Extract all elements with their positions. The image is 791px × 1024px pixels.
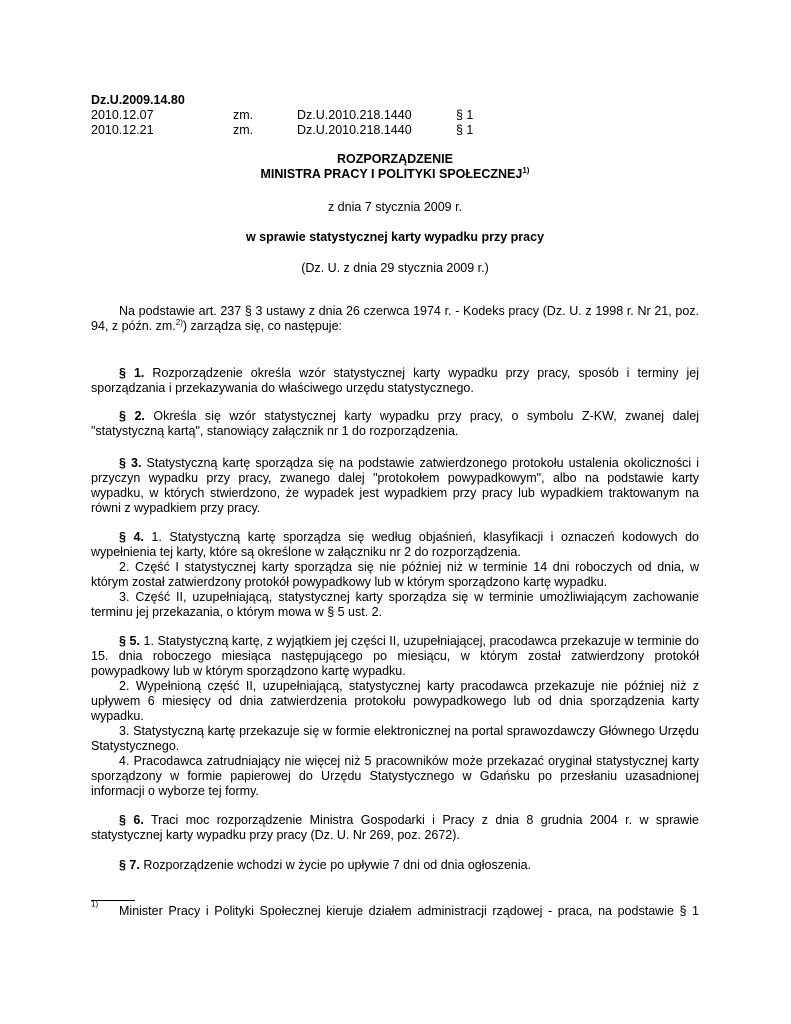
amendment-header <box>91 93 511 138</box>
doc-type-title: ROZPORZĄDZENIE <box>337 152 453 166</box>
section-paragraph: 2. Wypełnioną część II, uzupełniającą, statystycznej karty pracodawca przekazuje nie później niż z upływem 6 miesięcy od dnia zatwierdzenia protokołu powypadkowego lub od dnia sporządzenia karty wypadku. <box>91 679 699 723</box>
section-text: Rozporządzenie wchodzi w życie po upływie 7 dni od dnia ogłoszenia. <box>139 858 532 872</box>
section-7 <box>91 858 699 873</box>
doc-date: z dnia 7 stycznia 2009 r. <box>327 200 463 214</box>
amendment-row <box>91 108 511 123</box>
section-6 <box>91 813 699 843</box>
section-text: 1. Statystyczną kartę sporządza się według objaśnień, klasyfikacji i oznaczeń kodowych do wypełnienia tej karty, które są określone w załączniku nr 2 do rozporządzenia. <box>91 530 699 559</box>
amendment-type: zm. <box>233 108 254 122</box>
section-number: § 7. <box>119 858 140 872</box>
issuer-title <box>91 167 699 182</box>
amendment-paragraph: § 1 <box>456 108 474 122</box>
section-number: § 5. <box>119 634 140 648</box>
section-number: § 4. <box>119 530 144 544</box>
section-number: § 6. <box>119 813 144 827</box>
section-paragraph: 3. Część II, uzupełniającą, statystycznej karty sporządza się w terminie umożliwiającym zachowanie terminu jej przekazania, o którym mowa w § 5 ust. 2. <box>91 590 699 619</box>
section-number: § 3. <box>119 456 142 470</box>
section-number: § 1. <box>119 366 145 380</box>
section-5 <box>91 634 699 799</box>
amendment-ref: Dz.U.2010.218.1440 <box>297 108 412 122</box>
section-text: Statystyczną kartę sporządza się na podstawie zatwierdzonego protokołu ustalenia okoliczności i przyczyn wypadku przy pracy, zwanego dalej "protokołem powypadkowym", albo na podstawie karty wypadku, w których stwierdzono, że wypadek jest wypadkiem przy pracy lub wypadkiem traktowanym na równi z wypadkiem przy pracy. <box>91 456 700 515</box>
doc-subject: w sprawie statystycznej karty wypadku przy pracy <box>245 230 545 244</box>
section-paragraph: 2. Część I statystycznej karty sporządza się nie później niż w terminie 14 dni roboczych od dnia, w którym został zatwierdzony protokół powypadkowy lub w którym sporządzono kartę wypadku. <box>91 560 699 589</box>
footnote-mark <box>91 900 98 915</box>
footnote-mark-text: 1) <box>91 899 99 909</box>
footnote-text: Minister Pracy i Polityki Społecznej kieruje działem administracji rządowej - praca, na podstawie § 1 <box>119 904 699 918</box>
issuer-name: MINISTRA PRACY I POLITYKI SPOŁECZNEJ <box>260 167 523 181</box>
footnote-ref: 2) <box>175 317 183 327</box>
legal-basis <box>91 304 699 334</box>
doc-source: (Dz. U. z dnia 29 stycznia 2009 r.) <box>301 261 489 275</box>
section-text: 1. Statystyczną kartę, z wyjątkiem jej części II, uzupełniającej, pracodawca przekazuje w terminie do 15. dnia roboczego miesiąca następującego po miesiącu, w którym został zatwierdzony protokół powypadkowy lub w którym sporządzono kartę wypadku. <box>91 634 699 678</box>
section-2 <box>91 409 699 439</box>
section-text: Traci moc rozporządzenie Ministra Gospodarki i Pracy z dnia 8 grudnia 2004 r. w sprawie statystycznej karty wypadku przy pracy (Dz. U. Nr 269, poz. 2672). <box>91 813 699 842</box>
section-paragraph: 3. Statystyczną kartę przekazuje się w formie elektronicznej na portal sprawozdawczy Głównego Urzędu Statystycznego. <box>91 724 699 753</box>
section-4 <box>91 530 699 620</box>
legal-basis-text: Na podstawie art. 237 § 3 ustawy z dnia 26 czerwca 1974 r. - Kodeks pracy (Dz. U. z 1998 r. Nr 21, poz. 94, z późn. zm. <box>91 304 699 333</box>
amendment-row <box>91 123 511 138</box>
amendment-date: 2010.12.07 <box>91 108 154 122</box>
section-3 <box>91 456 699 516</box>
amendment-ref: Dz.U.2010.218.1440 <box>297 123 412 137</box>
footnote-ref: 1) <box>522 165 530 175</box>
footnote <box>91 899 699 919</box>
section-number: § 2. <box>119 409 145 423</box>
section-text: Określa się wzór statystycznej karty wypadku przy pracy, o symbolu Z-KW, zwanej dalej "statystyczną kartą", stanowiący załącznik nr 1 do rozporządzenia. <box>91 409 699 438</box>
amendment-type: zm. <box>233 123 254 137</box>
section-paragraph: 4. Pracodawca zatrudniający nie więcej niż 5 pracowników może przekazać oryginał statystycznej karty sporządzony w formie papierowej do Urzędu Statystycznego w Gdańsku po przesłaniu uzasadnionej informacji o wyborze tej formy. <box>91 754 699 798</box>
legal-basis-text-end: ) zarządza się, co następuje: <box>182 319 343 333</box>
journal-code: Dz.U.2009.14.80 <box>91 93 185 107</box>
section-1 <box>91 366 699 396</box>
section-text: Rozporządzenie określa wzór statystycznej karty wypadku przy pracy, sposób i terminy jej sporządzania i przekazywania do właściwego urzędu statystycznego. <box>91 366 699 395</box>
amendment-paragraph: § 1 <box>456 123 474 137</box>
amendment-date: 2010.12.21 <box>91 123 154 137</box>
